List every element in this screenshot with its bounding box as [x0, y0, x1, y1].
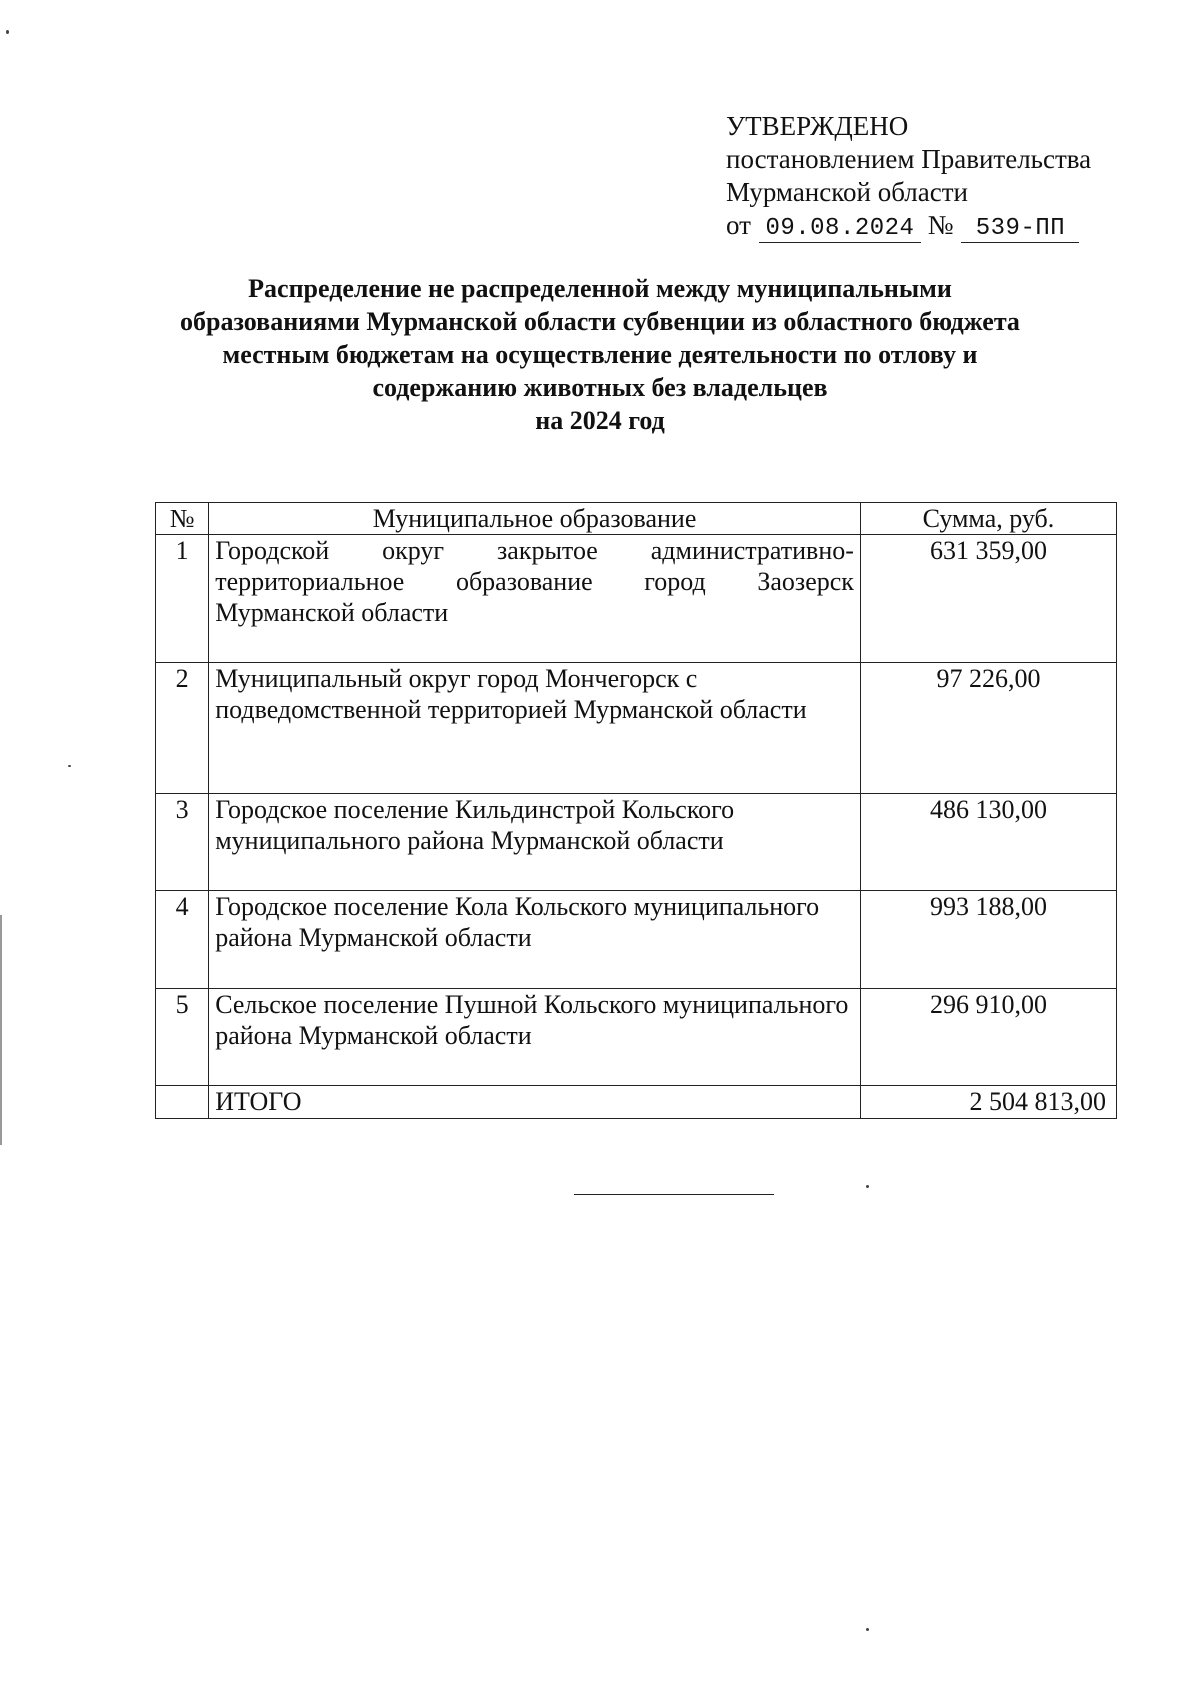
- distribution-table: [155, 502, 1117, 1119]
- row-sum: 486 130,00: [860, 794, 1116, 891]
- row-sum: 97 226,00: [860, 663, 1116, 794]
- title-line-1: Распределение не распределенной между муниципальными: [248, 274, 952, 303]
- row-name: Муниципальный округ город Мончегорск с подведомственной территорией Мурманской области: [209, 663, 861, 794]
- row-sum: 993 188,00: [860, 891, 1116, 989]
- header-name: Муниципальное образование: [209, 503, 861, 535]
- total-label: ИТОГО: [209, 1086, 861, 1119]
- approval-line-1: постановлением Правительства: [726, 144, 1092, 174]
- approval-number: 539-ПП: [961, 216, 1079, 243]
- approval-date-prefix: от: [726, 210, 751, 240]
- table-row: [156, 989, 1117, 1086]
- title-line-2: образованиями Мурманской области субвенции из областного бюджета: [180, 307, 1020, 336]
- total-num: [156, 1086, 209, 1119]
- table-row: [156, 794, 1117, 891]
- scan-speck: [866, 1185, 869, 1188]
- row-num: 2: [156, 663, 209, 794]
- title-line-5: на 2024 год: [535, 406, 665, 435]
- row-num: 4: [156, 891, 209, 989]
- title-line-3: местным бюджетам на осуществление деятельности по отлову и: [222, 340, 978, 369]
- row-name: Городское поселение Кильдинстрой Кольского муниципального района Мурманской области: [209, 794, 861, 891]
- row-name: Сельское поселение Пушной Кольского муниципального района Мурманской области: [209, 989, 861, 1086]
- scan-speck: [68, 765, 71, 767]
- table-total-row: [156, 1086, 1117, 1119]
- row-num: 5: [156, 989, 209, 1086]
- scan-speck: [866, 1628, 869, 1631]
- row-name: Городской округ закрытое административно-территориальное образование город Заозерск Мурманской области: [209, 535, 861, 663]
- table-row: [156, 535, 1117, 663]
- header-num: №: [156, 503, 209, 535]
- row-num: 1: [156, 535, 209, 663]
- row-name: Городское поселение Кола Кольского муниципального района Мурманской области: [209, 891, 861, 989]
- approval-date-line: [726, 209, 1091, 243]
- approval-number-prefix: №: [927, 210, 954, 240]
- row-sum: 296 910,00: [860, 989, 1116, 1086]
- approval-date: 09.08.2024: [759, 216, 921, 243]
- approval-block: [726, 110, 1091, 243]
- scan-speck: [6, 30, 9, 34]
- table-row: [156, 891, 1117, 989]
- closing-separator-line: [574, 1194, 774, 1195]
- total-sum: 2 504 813,00: [860, 1086, 1116, 1119]
- row-sum: 631 359,00: [860, 535, 1116, 663]
- document-title: [100, 272, 1100, 437]
- scan-edge-line: [0, 915, 2, 1145]
- approval-heading: УТВЕРЖДЕНО: [726, 111, 909, 141]
- header-sum: Сумма, руб.: [860, 503, 1116, 535]
- table-header-row: [156, 503, 1117, 535]
- table-row: [156, 663, 1117, 794]
- row-num: 3: [156, 794, 209, 891]
- title-line-4: содержанию животных без владельцев: [372, 373, 828, 402]
- approval-line-2: Мурманской области: [726, 177, 968, 207]
